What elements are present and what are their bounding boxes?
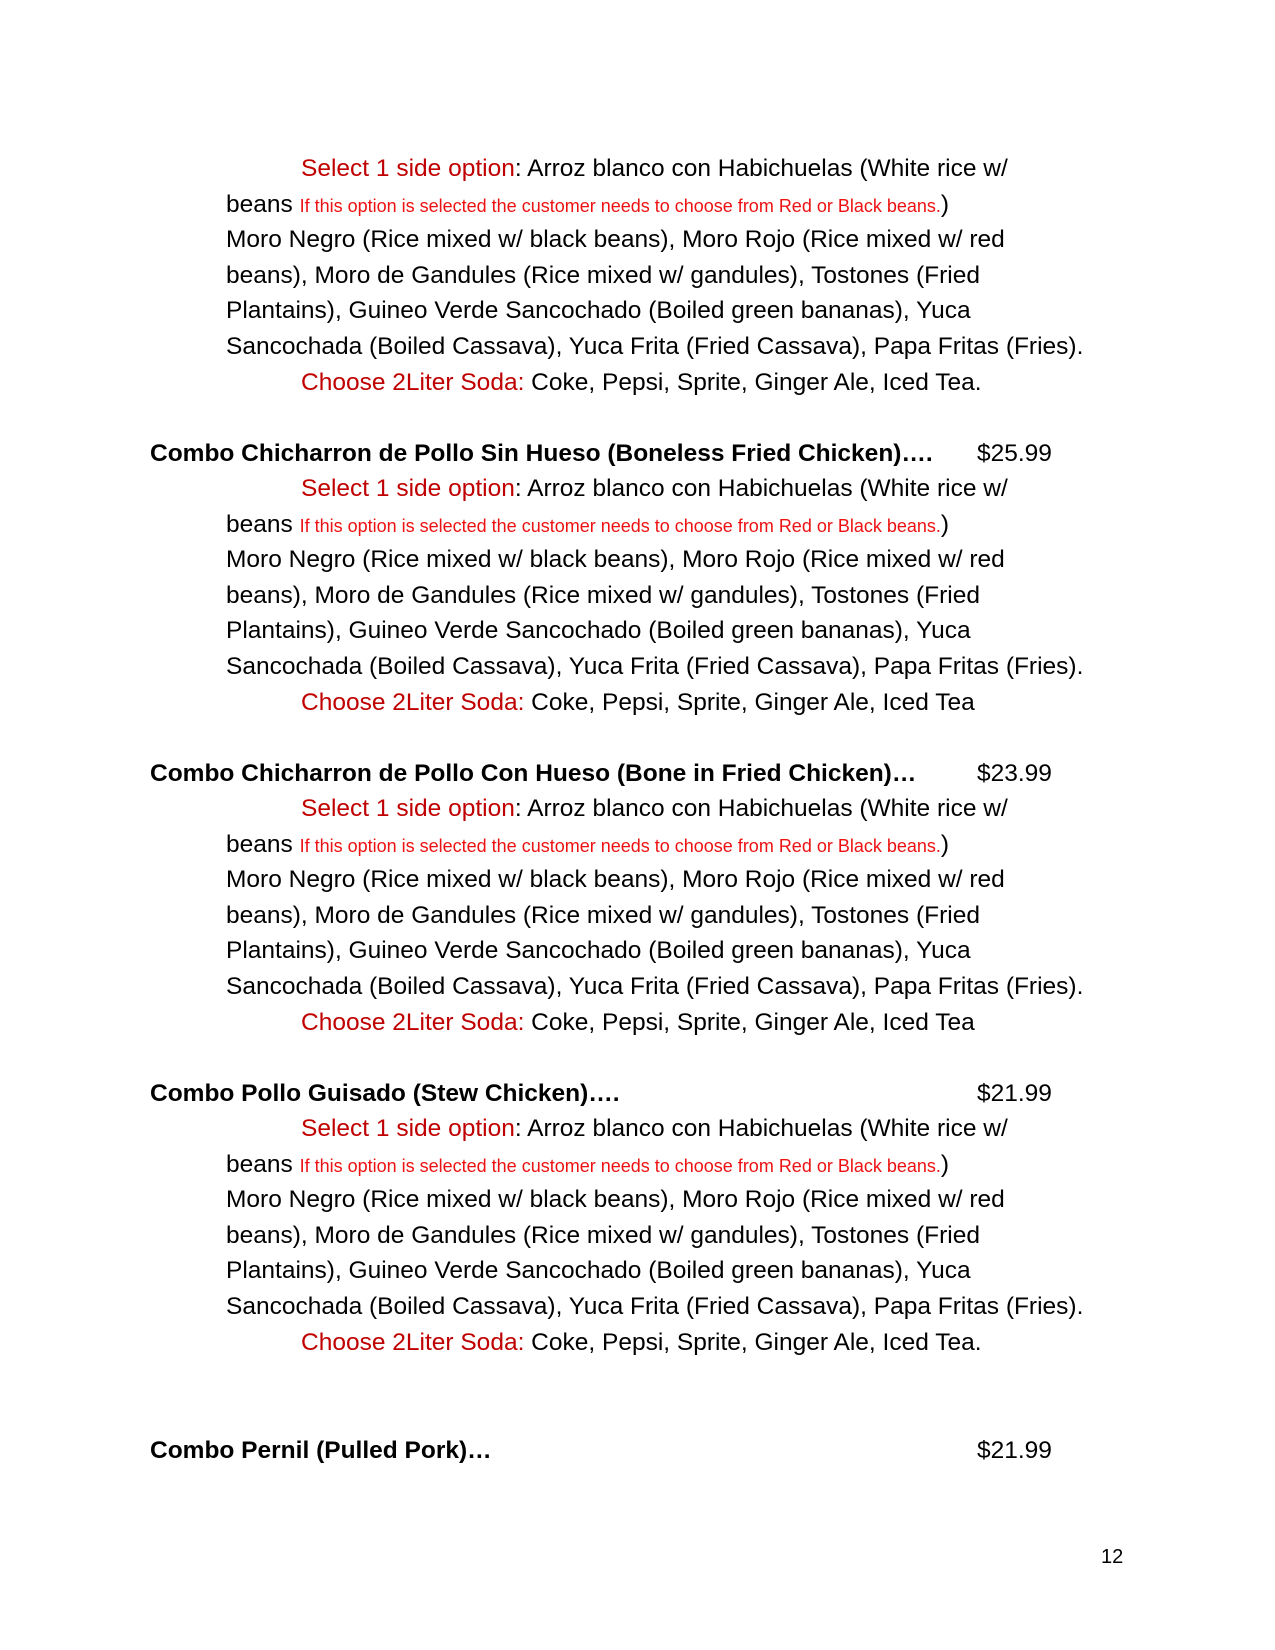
side-option-first: : Arroz blanco con Habichuelas (White rice w/	[514, 475, 1008, 502]
soda-options: Coke, Pepsi, Sprite, Ginger Ale, Iced Tea	[524, 1008, 975, 1036]
side-option-label: Select 1 side option	[301, 475, 515, 502]
side-line: beans), Moro de Gandules (Rice mixed w/ gandules), Tostones (Fried	[226, 261, 980, 289]
soda-line	[226, 365, 1126, 401]
side-line: Sancochada (Boiled Cassava), Yuca Frita (Fried Cassava), Papa Fritas (Fries).	[226, 332, 1084, 360]
side-line: Plantains), Guineo Verde Sancochado (Boiled green bananas), Yuca	[226, 1257, 971, 1285]
side-line: Plantains), Guineo Verde Sancochado (Boiled green bananas), Yuca	[226, 297, 971, 325]
combo-title: Combo Pernil (Pulled Pork)…	[150, 1437, 492, 1464]
beans-note: If this option is selected the customer needs to choose from Red or Black beans.	[299, 835, 941, 856]
combo-price: $23.99	[977, 760, 1052, 787]
combo-price: $21.99	[977, 1080, 1052, 1107]
side-option-first: : Arroz blanco con Habichuelas (White rice w/	[514, 795, 1008, 822]
beans-line	[226, 827, 1126, 863]
side-option-line	[226, 1111, 1126, 1147]
side-option-first: : Arroz blanco con Habichuelas (White rice w/	[514, 1115, 1008, 1142]
beans-line	[226, 187, 1126, 223]
soda-options: Coke, Pepsi, Sprite, Ginger Ale, Iced Tea.	[524, 368, 982, 396]
side-options-block	[226, 1111, 1126, 1360]
side-option-line	[226, 471, 1126, 507]
side-line: Moro Negro (Rice mixed w/ black beans), Moro Rojo (Rice mixed w/ red	[226, 546, 1005, 574]
side-option-line	[226, 151, 1126, 187]
side-option-label: Select 1 side option	[301, 795, 515, 822]
side-line: beans), Moro de Gandules (Rice mixed w/ gandules), Tostones (Fried	[226, 1221, 980, 1249]
soda-options: Coke, Pepsi, Sprite, Ginger Ale, Iced Tea	[524, 688, 975, 716]
soda-line	[226, 685, 1126, 721]
side-line: Moro Negro (Rice mixed w/ black beans), Moro Rojo (Rice mixed w/ red	[226, 226, 1005, 254]
side-options-block	[226, 791, 1126, 1040]
side-line: Sancochada (Boiled Cassava), Yuca Frita (Fried Cassava), Papa Fritas (Fries).	[226, 652, 1084, 680]
soda-line	[226, 1325, 1126, 1361]
beans-close: )	[940, 1150, 950, 1178]
soda-label: Choose 2Liter Soda:	[301, 688, 525, 716]
combo-price: $21.99	[977, 1437, 1052, 1464]
beans-note: If this option is selected the customer needs to choose from Red or Black beans.	[299, 515, 941, 536]
combo-title: Combo Chicharron de Pollo Sin Hueso (Boneless Fried Chicken)….	[150, 440, 933, 467]
soda-line	[226, 1005, 1126, 1041]
side-line: beans), Moro de Gandules (Rice mixed w/ gandules), Tostones (Fried	[226, 901, 980, 929]
beans-line	[226, 507, 1126, 543]
soda-label: Choose 2Liter Soda:	[301, 1328, 525, 1356]
beans-note: If this option is selected the customer needs to choose from Red or Black beans.	[299, 1155, 941, 1176]
side-line: Plantains), Guineo Verde Sancochado (Boiled green bananas), Yuca	[226, 937, 971, 965]
combo-price: $25.99	[977, 440, 1052, 467]
side-line: Moro Negro (Rice mixed w/ black beans), Moro Rojo (Rice mixed w/ red	[226, 866, 1005, 894]
beans-close: )	[940, 190, 950, 218]
side-option-line	[226, 791, 1126, 827]
side-line: beans), Moro de Gandules (Rice mixed w/ gandules), Tostones (Fried	[226, 581, 980, 609]
beans-word: beans	[226, 190, 300, 218]
side-line: Moro Negro (Rice mixed w/ black beans), Moro Rojo (Rice mixed w/ red	[226, 1186, 1005, 1214]
beans-word: beans	[226, 1150, 300, 1178]
soda-options: Coke, Pepsi, Sprite, Ginger Ale, Iced Tea.	[524, 1328, 982, 1356]
side-line: Sancochada (Boiled Cassava), Yuca Frita (Fried Cassava), Papa Fritas (Fries).	[226, 972, 1084, 1000]
side-option-label: Select 1 side option	[301, 155, 515, 182]
side-line: Sancochada (Boiled Cassava), Yuca Frita (Fried Cassava), Papa Fritas (Fries).	[226, 1292, 1084, 1320]
side-options-block	[226, 151, 1126, 400]
beans-close: )	[940, 830, 950, 858]
beans-note: If this option is selected the customer needs to choose from Red or Black beans.	[299, 195, 941, 216]
beans-line	[226, 1147, 1126, 1183]
side-options-block	[226, 471, 1126, 720]
soda-label: Choose 2Liter Soda:	[301, 368, 525, 396]
side-line: Plantains), Guineo Verde Sancochado (Boiled green bananas), Yuca	[226, 617, 971, 645]
combo-title: Combo Pollo Guisado (Stew Chicken)….	[150, 1080, 620, 1107]
beans-word: beans	[226, 830, 300, 858]
beans-word: beans	[226, 510, 300, 538]
soda-label: Choose 2Liter Soda:	[301, 1008, 525, 1036]
side-option-first: : Arroz blanco con Habichuelas (White rice w/	[514, 155, 1008, 182]
combo-title: Combo Chicharron de Pollo Con Hueso (Bone in Fried Chicken)…	[150, 760, 917, 787]
page-number: 12	[1101, 1546, 1124, 1568]
beans-close: )	[940, 510, 950, 538]
side-option-label: Select 1 side option	[301, 1115, 515, 1142]
